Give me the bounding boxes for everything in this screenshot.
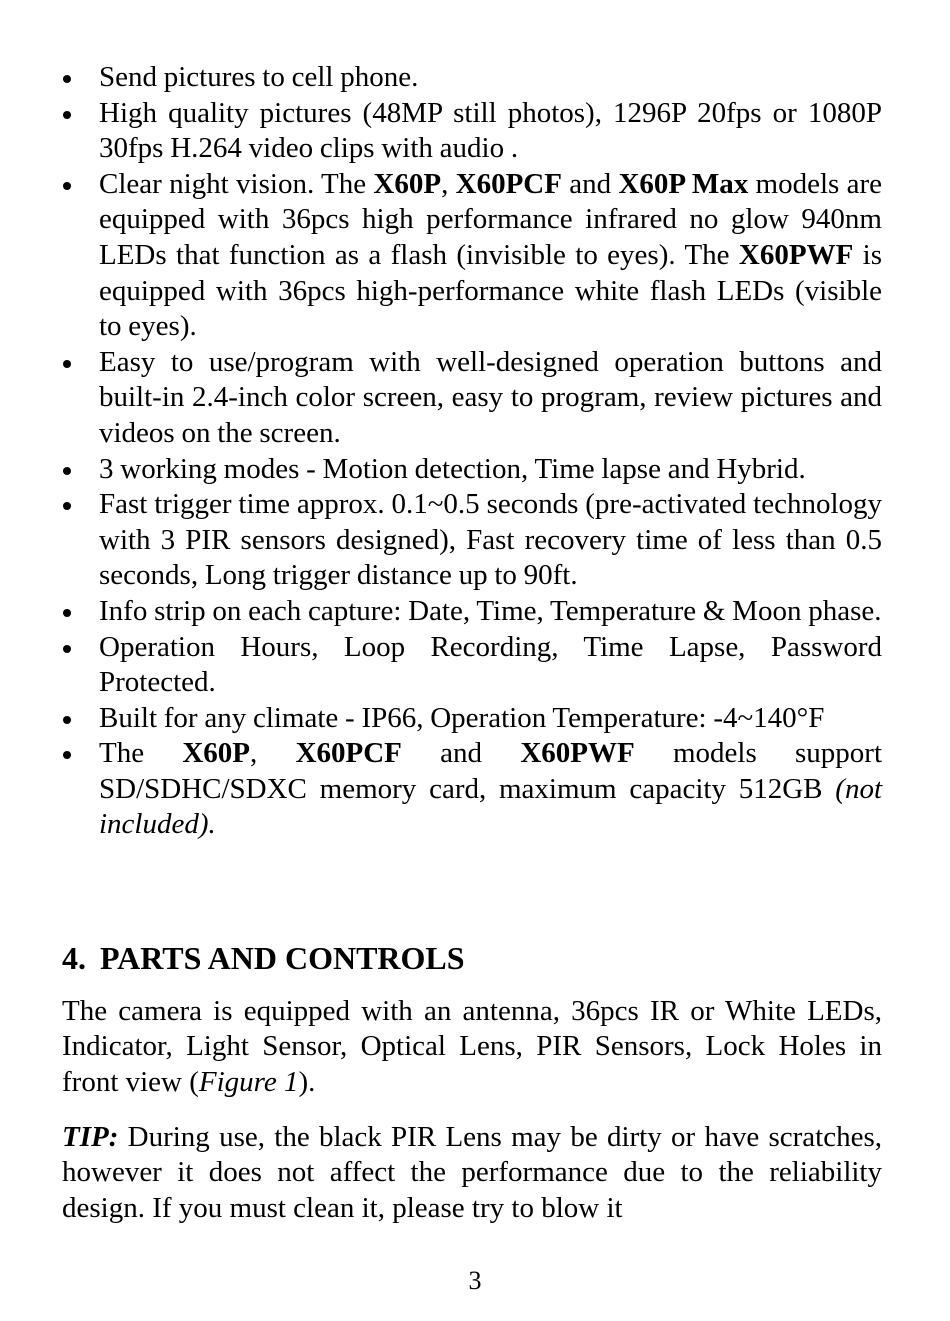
bullet-dot-icon — [63, 502, 71, 510]
item-text: models support SD/SDHC/SDXC memory card, maximum capacity 512GB — [99, 737, 883, 805]
figure-reference: Figure 1 — [198, 1065, 299, 1098]
bullet-dot-icon — [63, 182, 71, 190]
item-text: Send pictures to cell phone. — [99, 61, 419, 93]
section-heading — [62, 934, 882, 982]
item-text: and — [401, 737, 521, 770]
model-name: X60P — [373, 167, 442, 200]
model-name: X60PCF — [455, 167, 562, 200]
model-name: X60P — [182, 737, 251, 770]
feature-list-item — [62, 345, 882, 452]
tip-text: During use, the black PIR Lens may be dirty or have scratches, however it does not affect the performance due to the reliability design. If you must clean it, please try to blow it — [62, 1121, 882, 1224]
feature-list-item — [62, 701, 882, 737]
model-name: X60PWF — [738, 238, 854, 271]
feature-list-item — [62, 630, 882, 701]
feature-list-item — [62, 452, 882, 488]
item-text: and — [561, 167, 619, 200]
bullet-dot-icon — [63, 75, 71, 83]
item-text: models are equipped with 36pcs high performance infrared no glow 940nm LEDs that function as a flash (invisible to eyes). The — [99, 167, 882, 271]
bullet-dot-icon — [63, 645, 71, 653]
item-text: is equipped with 36pcs high-performance white flash LEDs (visible to eyes). — [99, 238, 883, 343]
bullet-dot-icon — [63, 609, 71, 617]
tip-label: TIP: — [62, 1121, 119, 1153]
item-text: High quality pictures (48MP still photos), 1296P 20fps or 1080P 30fps H.264 video clips with audio . — [99, 96, 882, 165]
intro-text-end: ). — [298, 1065, 316, 1098]
section-number: 4. — [62, 940, 86, 976]
item-text: , — [250, 737, 296, 770]
item-text: The — [99, 737, 183, 770]
bullet-dot-icon — [63, 751, 71, 759]
model-name: X60P Max — [618, 167, 749, 200]
feature-list — [62, 60, 882, 843]
note-text: (not included). — [99, 772, 882, 841]
feature-list-item — [62, 167, 882, 345]
bullet-dot-icon — [63, 467, 71, 475]
model-name: X60PCF — [295, 737, 402, 770]
bullet-dot-icon — [63, 360, 71, 368]
section-title: PARTS AND CONTROLS — [100, 940, 465, 976]
item-text: Built for any climate - IP66, Operation Temperature: -4~140°F — [99, 701, 825, 734]
feature-list-item — [62, 487, 882, 594]
parts-intro-paragraph — [62, 994, 882, 1100]
item-text: Easy to use/program with well-designed operation buttons and built-in 2.4-inch color screen, easy to program, review pictures and videos on the screen. — [99, 345, 882, 449]
item-text: , — [441, 167, 456, 200]
page-number: 3 — [468, 1266, 482, 1295]
feature-list-item — [62, 594, 882, 630]
feature-list-item — [62, 60, 882, 96]
bullet-dot-icon — [63, 111, 71, 119]
item-text: Info strip on each capture: Date, Time, Temperature & Moon phase. — [99, 594, 882, 627]
feature-list-item — [62, 96, 882, 167]
model-name: X60PWF — [520, 737, 635, 770]
item-text: Fast trigger time approx. 0.1~0.5 seconds (pre-activated technology with 3 PIR sensors designed), Fast recovery time of less than 0.5 seconds, Long trigger distance up to 90ft. — [99, 488, 882, 592]
intro-text: The camera is equipped with an antenna, 36pcs IR or White LEDs, Indicator, Light Sensor, Optical Lens, PIR Sensors, Lock Holes in front view ( — [62, 995, 882, 1098]
tip-paragraph — [62, 1120, 882, 1226]
bullet-dot-icon — [63, 716, 71, 724]
item-text: Operation Hours, Loop Recording, Time Lapse, Password Protected. — [99, 630, 882, 699]
item-text: Clear night vision. The — [99, 167, 374, 200]
feature-list-item — [62, 736, 882, 843]
item-text: 3 working modes - Motion detection, Time lapse and Hybrid. — [99, 452, 806, 485]
